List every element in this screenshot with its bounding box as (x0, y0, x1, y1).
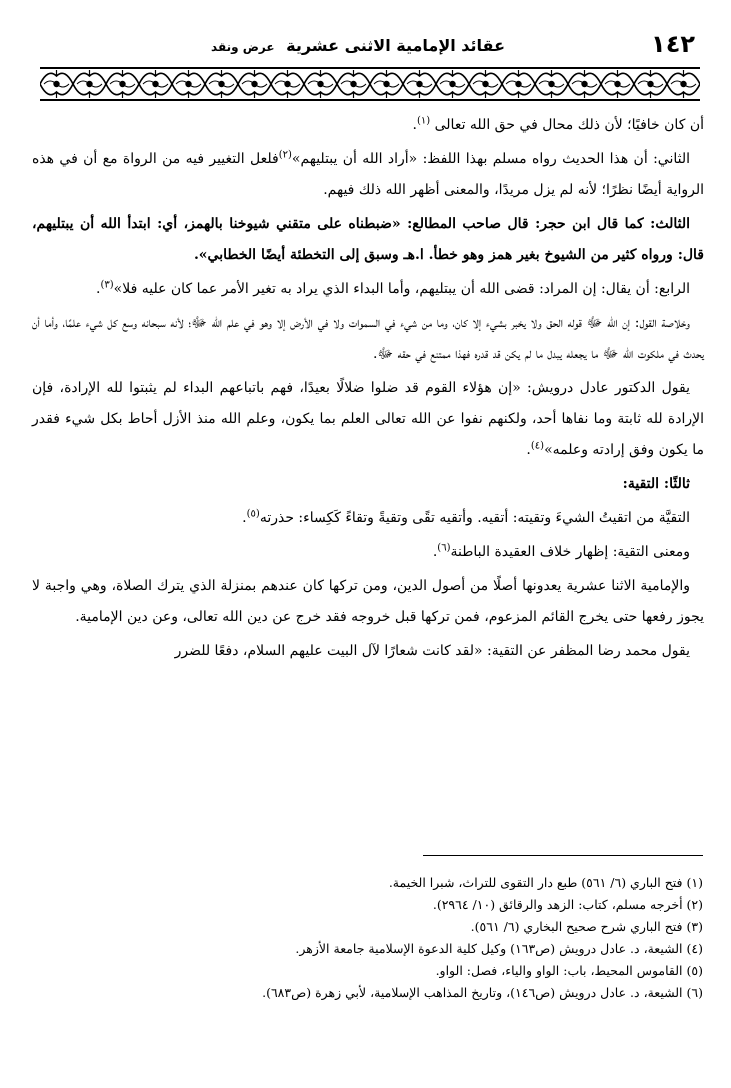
ornamental-border (40, 66, 700, 102)
footnote-ref: (٢) (278, 149, 292, 161)
footnote-ref: (٤) (530, 440, 545, 452)
footnote-4: (٤) الشيعة، د. عادل درويش (ص١٦٣) وكيل كلية الدعوة الإسلامية جامعة الأزهر. (295, 941, 703, 956)
running-title (211, 36, 505, 55)
book-subtitle: عرض ونقد (211, 40, 275, 54)
paragraph-10: يقول محمد رضا المظفر عن التقية: «لقد كانت شعارًا لآل البيت عليهم السلام، دفعًا للضرر (174, 643, 690, 659)
footnote-ref: (٣) (100, 279, 114, 291)
page-header (40, 30, 695, 64)
paragraph-6: يقول الدكتور عادل درويش: «إن هؤلاء القوم قد ضلوا ضلالًا بعيدًا، فهم باتباعهم البداء لم يثبتوا لله الإرادة، فإن الإرادة لله ثابتة وما نفاها أحد، ولكنهم نفوا عن الله تعالى العلم بما يكون، وعلم الله منذ الأزل أحاط بكل شيء فقدر ما يكون وفق إرادته وعلمه»$^{(٤)}$. (32, 380, 704, 458)
book-title: عقائد الإمامية الاثنى عشرية (286, 36, 505, 55)
footnote-ref: (٥) (246, 508, 260, 520)
page-number: ١٤٢ (651, 30, 695, 58)
footnotes (63, 872, 703, 1004)
footnote-1: (١) فتح الباري (٦/ ٥٦١) طبع دار التقوى للتراث، شبرا الخيمة. (388, 875, 703, 890)
main-text (32, 110, 704, 670)
paragraph-4: الرابع: أن يقال: إن المراد: قضى الله أن يبتليهم، وأما البداء الذي يراد به تغير الأمر عما كان عليه فلا»$^{(٣)}$. (96, 279, 690, 297)
paragraph-5: وخلاصة القول: إن الله ﷻ قوله الحق ولا يخبر بشيء إلا كان، وما من شيء في السموات ولا في الأرض إلا وهو في علم الله ﷻ؛ لأنه سبحانه وسع كل شيء علمًا، وأما أن يحدث في ملكوت الله ﷻ ما يجعله يبدل ما لم يكن قد قدره فهذا ممتنع في حقه ﷻ. (32, 315, 704, 362)
footnote-divider (423, 855, 703, 856)
footnote-ref: (٦) (437, 542, 451, 554)
section-heading: ثالثًا: التقية: (622, 476, 690, 492)
paragraph-2: الثاني: أن هذا الحديث رواه مسلم بهذا اللفظ: «أراد الله أن يبتليهم»$^{(٢)}$فلعل التغيير فيه من الرواة مع أن في هذه الرواية أيضًا نظرًا؛ لأنه لم يزل مريدًا، والمعنى أظهر الله ذلك فيهم. (32, 149, 704, 198)
footnote-2: (٢) أخرجه مسلم، كتاب: الزهد والرقائق (١٠/ ٢٩٦٤). (432, 897, 703, 912)
paragraph-9: والإمامية الاثنا عشرية يعدونها أصلًا من أصول الدين، ومن تركها كان عندهم بمنزلة الذي يترك الصلاة، وهي واجبة لا يجوز رفعها حتى يخرج القائم المزعوم، فمن تركها قبل خروجه فقد خرج عن دين الله تعالى، وعن دين الإمامية. (32, 578, 704, 625)
paragraph-3: الثالث: كما قال ابن حجر: قال صاحب المطالع: «ضبطناه على متقني شيوخنا بالهمز، أي: ابتدأ الله أن يبتليهم، قال: ورواه كثير من الشيوخ بغير همز وهو خطأ. ا.هـ وسبق إلى التخطئة أيضًا الخطابي». (32, 216, 704, 263)
paragraph-7: التقيَّة من اتقيتُ الشيءَ وتقيته: أتقيه. وأتقيه تقًى وتقيةً وتقاءً كَكِساء: حذرته$^{(٥)}$. (242, 508, 690, 526)
paragraph-1: أن كان خافيًا؛ لأن ذلك محال في حق الله تعالى $^{(١)}$. (412, 115, 704, 133)
footnote-ref: (١) (416, 115, 431, 127)
footnote-3: (٣) فتح الباري شرح صحيح البخاري (٦/ ٥٦١). (470, 919, 703, 934)
paragraph-8: ومعنى التقية: إظهار خلاف العقيدة الباطنة$^{(٦)}$. (432, 542, 690, 560)
footnote-6: (٦) الشيعة، د. عادل درويش (ص١٤٦)، وتاريخ المذاهب الإسلامية، لأبي زهرة (ص٦٨٣). (262, 985, 703, 1000)
footnote-5: (٥) القاموس المحيط، باب: الواو والياء، فصل: الواو. (435, 963, 703, 978)
